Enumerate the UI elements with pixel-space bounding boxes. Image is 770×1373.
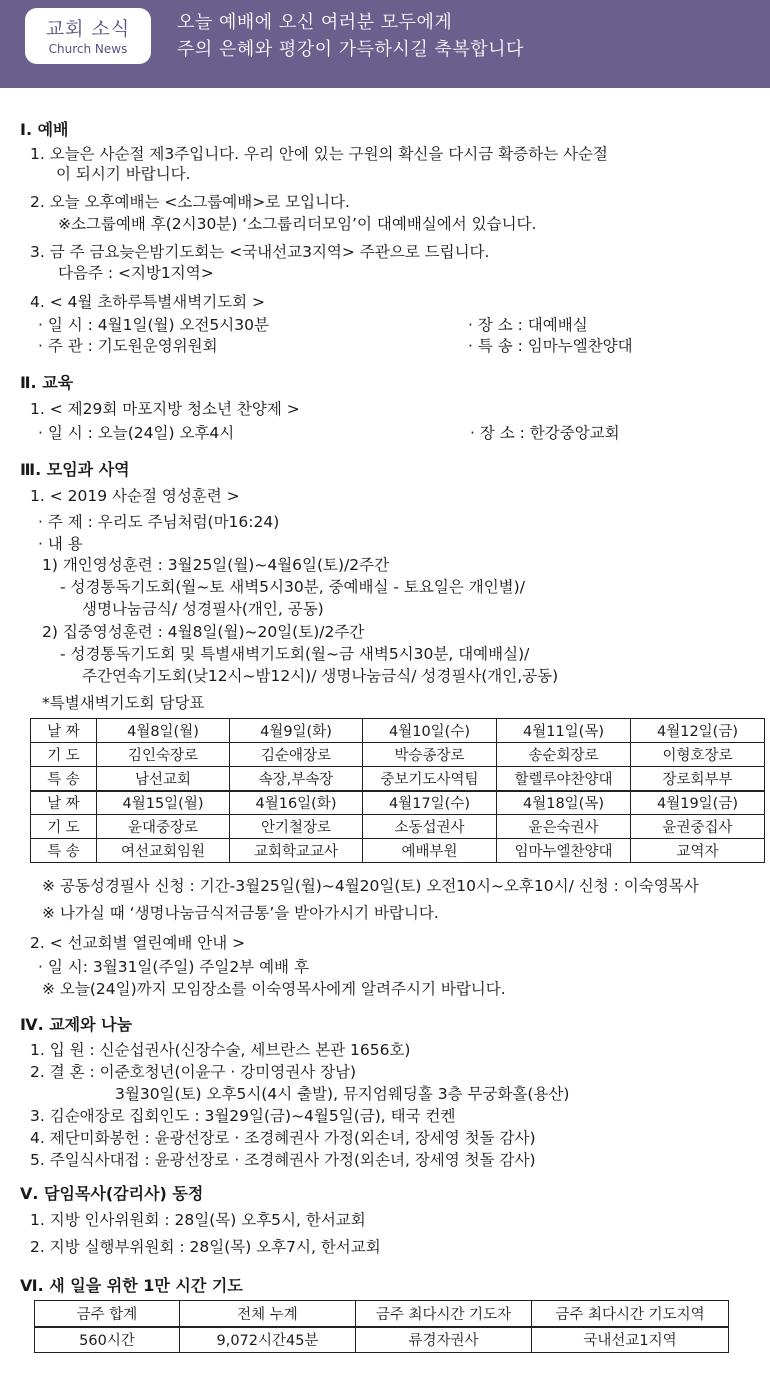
table-cell: 박승종장로: [363, 743, 497, 767]
table-cell: 윤권중집사: [631, 815, 765, 839]
prayer-col-top-region: 금주 최다시간 기도지역: [532, 1301, 729, 1327]
badge-english-label: Church News: [48, 42, 128, 56]
table-cell: 속장,부속장: [230, 767, 363, 791]
header-banner: [0, 0, 770, 88]
fellowship-item-2-line-2: 3월30일(토) 오후5시(4시 출발), 뮤지엄웨딩홀 3층 무궁화홀(용산): [115, 1085, 570, 1103]
table-cell: 김순애장로: [230, 743, 363, 767]
table-cell: 중보기도사역팀: [363, 767, 497, 791]
worship-item-4-song: · 특 송 : 임마누엘찬양대: [468, 337, 633, 355]
table-cell: 예배부원: [363, 839, 497, 863]
news-body: [0, 100, 770, 1373]
prayer-totals-header-row: [35, 1301, 729, 1327]
section-heading-fellowship: Ⅳ. 교제와 나눔: [20, 1015, 133, 1034]
table-cell: 이형호장로: [631, 743, 765, 767]
table-row: [31, 719, 765, 743]
table-cell: 4월18일(목): [497, 791, 631, 815]
table-row-label: 특 송: [31, 839, 97, 863]
table-cell: 여선교회임원: [97, 839, 230, 863]
education-item-1-place: · 장 소 : 한강중앙교회: [470, 424, 620, 442]
gathering-sub-1-detail-2: 생명나눔금식/ 성경필사(개인, 공동): [82, 600, 324, 618]
table-cell: 4월11일(목): [497, 719, 631, 743]
table-cell: 장로회부부: [631, 767, 765, 791]
prayer-top-person-value: 류경자권사: [356, 1327, 532, 1353]
pastor-item-1: 1. 지방 인사위원회 : 28일(목) 오후5시, 한서교회: [30, 1211, 366, 1229]
worship-item-1-line-2: 이 되시기 바랍니다.: [56, 165, 191, 183]
table-cell: 4월15일(월): [97, 791, 230, 815]
greeting-line-2: 주의 은혜와 평강이 가득하시길 축복합니다: [177, 39, 524, 60]
education-item-1-date: · 일 시 : 오늘(24일) 오후4시: [38, 424, 235, 442]
badge-korean-label: 교회 소식: [45, 18, 131, 40]
prayer-col-weekly-total: 금주 합계: [35, 1301, 180, 1327]
table-row: [31, 815, 765, 839]
schedule-table-caption: *특별새벽기도회 담당표: [42, 694, 205, 712]
section-heading-gathering: Ⅲ. 모임과 사역: [20, 460, 130, 479]
worship-item-1-line-1: 1. 오늘은 사순절 제3주입니다. 우리 안에 있는 구원의 확신을 다시금 확증하는 사순절: [30, 145, 608, 163]
fellowship-item-2-line-1: 2. 결 혼 : 이준호청년(이윤구 · 강미영권사 장남): [30, 1063, 357, 1081]
table-cell: 윤대중장로: [97, 815, 230, 839]
gathering-item-2-note: ※ 오늘(24일)까지 모임장소를 이숙영목사에게 알려주시기 바랍니다.: [42, 980, 506, 998]
table-row-label: 기 도: [31, 815, 97, 839]
table-cell: 4월8일(월): [97, 719, 230, 743]
gathering-item-1-title: 1. < 2019 사순절 영성훈련 >: [30, 487, 240, 505]
gathering-content-label: · 내 용: [38, 535, 83, 553]
table-cell: 교회학교교사: [230, 839, 363, 863]
table-row-label: 특 송: [31, 767, 97, 791]
gathering-note-1: ※ 공동성경필사 신청 : 기간-3월25일(월)~4월20일(토) 오전10시~오후10시/ 신청 : 이숙영목사: [42, 877, 699, 895]
table-cell: 김인숙장로: [97, 743, 230, 767]
prayer-totals-table: [34, 1300, 729, 1353]
gathering-sub-2: 2) 집중영성훈련 : 4월8일(월)~20일(토)/2주간: [42, 623, 365, 641]
greeting-line-1: 오늘 예배에 오신 여러분 모두에게: [177, 12, 453, 33]
worship-item-4-title: 4. < 4월 초하루특별새벽기도회 >: [30, 293, 266, 311]
gathering-sub-2-detail-1: - 성경통독기도회 및 특별새벽기도회(월~금 새벽5시30분, 대예배실)/: [60, 645, 530, 663]
prayer-col-cumulative: 전체 누계: [180, 1301, 356, 1327]
worship-item-2-line-2: ※소그룹예배 후(2시30분) ‘소그룹리더모임’이 대예배실에서 있습니다.: [58, 215, 537, 233]
prayer-col-top-person: 금주 최다시간 기도자: [356, 1301, 532, 1327]
gathering-note-2: ※ 나가실 때 ‘생명나눔금식저금통’을 받아가시기 바랍니다.: [42, 904, 439, 922]
prayer-totals-value-row: [35, 1327, 729, 1353]
table-row: [31, 791, 765, 815]
gathering-theme: · 주 제 : 우리도 주님처럼(마16:24): [38, 513, 280, 531]
greeting: [177, 9, 524, 63]
gathering-sub-1: 1) 개인영성훈련 : 3월25일(월)~4월6일(토)/2주간: [42, 556, 390, 574]
table-cell: 남선교회: [97, 767, 230, 791]
section-heading-prayer: Ⅵ. 새 일을 위한 1만 시간 기도: [20, 1276, 243, 1295]
worship-item-4-date: · 일 시 : 4월1일(월) 오전5시30분: [38, 316, 269, 334]
worship-item-3-line-1: 3. 금 주 금요늦은밤기도회는 <국내선교3지역> 주관으로 드립니다.: [30, 243, 490, 261]
table-row: [31, 839, 765, 863]
table-cell: 4월10일(수): [363, 719, 497, 743]
church-news-badge: [25, 8, 151, 64]
worship-item-3-line-2: 다음주 : <지방1지역>: [58, 264, 214, 282]
worship-item-2-line-1: 2. 오늘 오후예배는 <소그룹예배>로 모입니다.: [30, 193, 350, 211]
pastor-item-2: 2. 지방 실행부위원회 : 28일(목) 오후7시, 한서교회: [30, 1238, 381, 1256]
table-cell: 송순회장로: [497, 743, 631, 767]
table-cell: 4월9일(화): [230, 719, 363, 743]
education-item-1-title: 1. < 제29회 마포지방 청소년 찬양제 >: [30, 400, 300, 418]
table-cell: 안기철장로: [230, 815, 363, 839]
table-row-label: 날 짜: [31, 791, 97, 815]
fellowship-item-1: 1. 입 원 : 신순섭권사(신장수술, 세브란스 본관 1656호): [30, 1041, 411, 1059]
prayer-cumulative-value: 9,072시간45분: [180, 1327, 356, 1353]
table-row-label: 기 도: [31, 743, 97, 767]
table-cell: 교역자: [631, 839, 765, 863]
fellowship-item-3: 3. 김순애장로 집회인도 : 3월29일(금)~4월5일(금), 태국 컨켄: [30, 1107, 456, 1125]
table-row: [31, 743, 765, 767]
table-row-label: 날 짜: [31, 719, 97, 743]
table-cell: 임마누엘찬양대: [497, 839, 631, 863]
gathering-sub-2-detail-2: 주간연속기도회(낮12시~밤12시)/ 생명나눔금식/ 성경필사(개인,공동): [82, 667, 559, 685]
table-cell: 소동섭권사: [363, 815, 497, 839]
worship-item-4-host: · 주 관 : 기도원운영위원회: [38, 337, 218, 355]
table-cell: 할렐루야찬양대: [497, 767, 631, 791]
table-cell: 윤은숙권사: [497, 815, 631, 839]
table-cell: 4월19일(금): [631, 791, 765, 815]
prayer-weekly-total-value: 560시간: [35, 1327, 180, 1353]
table-row: [31, 767, 765, 791]
prayer-top-region-value: 국내선교1지역: [532, 1327, 729, 1353]
dawn-prayer-schedule-table: [30, 718, 765, 863]
section-heading-pastor: Ⅴ. 담임목사(감리사) 동정: [20, 1184, 204, 1203]
table-cell: 4월17일(수): [363, 791, 497, 815]
section-heading-education: Ⅱ. 교육: [20, 373, 74, 392]
section-heading-worship: Ⅰ. 예배: [20, 120, 69, 139]
gathering-sub-1-detail-1: - 성경통독기도회(월~토 새벽5시30분, 중예배실 - 토요일은 개인별)/: [60, 578, 525, 596]
gathering-item-2-title: 2. < 선교회별 열린예배 안내 >: [30, 934, 246, 952]
worship-item-4-place: · 장 소 : 대예배실: [468, 316, 588, 334]
fellowship-item-5: 5. 주일식사대접 : 윤광선장로 · 조경혜권사 가정(외손녀, 장세영 첫돌 감사): [30, 1151, 536, 1169]
fellowship-item-4: 4. 제단미화봉헌 : 윤광선장로 · 조경혜권사 가정(외손녀, 장세영 첫돌 감사): [30, 1129, 536, 1147]
table-cell: 4월16일(화): [230, 791, 363, 815]
gathering-item-2-date: · 일 시: 3월31일(주일) 주일2부 예배 후: [38, 958, 309, 976]
table-cell: 4월12일(금): [631, 719, 765, 743]
